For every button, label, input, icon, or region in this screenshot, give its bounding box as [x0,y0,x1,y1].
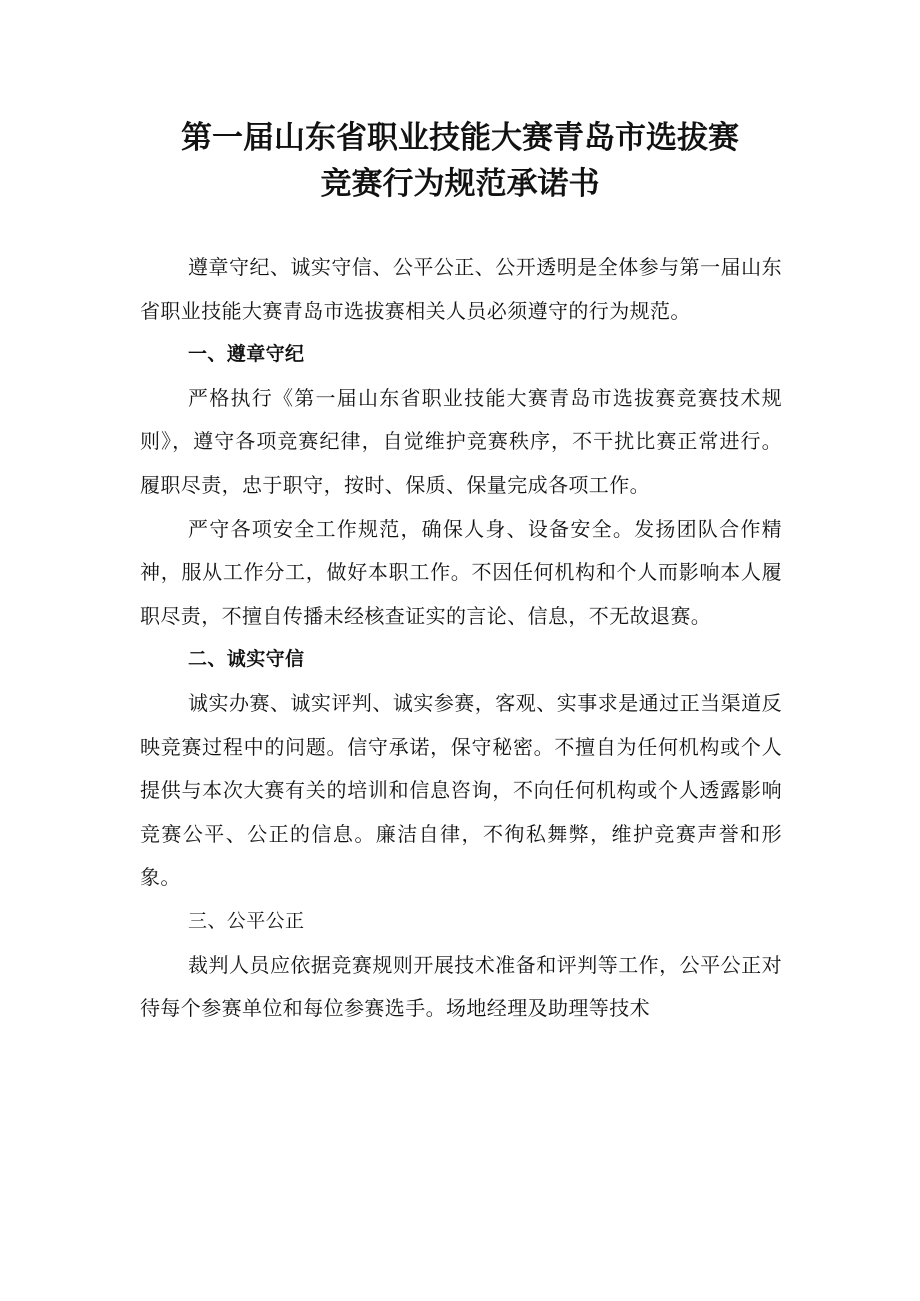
section-heading-discipline: 一、遵章守纪 [188,343,305,366]
body-paragraph: 裁判人员应依据竞赛规则开展技术准备和评判等工作，公平公正对待每个参赛单位和每位参赛选手。场地经理及助理等技术 [140,952,782,1021]
body-paragraph: 严格执行《第一届山东省职业技能大赛青岛市选拔赛竞赛技术规则》，遵守各项竞赛纪律，自觉维护竞赛秩序，不干扰比赛正常进行。履职尽责，忠于职守，按时、保质、保量完成各项工作。 [140,385,782,497]
intro-paragraph: 遵章守纪、诚实守信、公平公正、公开透明是全体参与第一届山东省职业技能大赛青岛市选拔赛相关人员必须遵守的行为规范。 [140,255,782,323]
section-heading-integrity: 二、诚实守信 [188,648,305,671]
document-body [140,246,782,1031]
document-title-line-2: 竞赛行为规范承诺书 [320,166,600,202]
body-paragraph: 诚实办赛、诚实评判、诚实参赛，客观、实事求是通过正当渠道反映竞赛过程中的问题。信守承诺，保守秘密。不擅自为任何机构或个人提供与本次大赛有关的培训和信息咨询，不向任何机构或个人透露影响竞赛公平、公正的信息。廉洁自律，不徇私舞弊，维护竞赛声誉和形象。 [140,690,782,890]
document-title-line-1: 第一届山东省职业技能大赛青岛市选拔赛 [181,120,739,156]
section-heading-fairness: 三、公平公正 [188,909,305,932]
body-paragraph: 严守各项安全工作规范，确保人身、设备安全。发扬团队合作精神，服从工作分工，做好本职工作。不因任何机构和个人而影响本人履职尽责，不擅自传播未经核查证实的言论、信息，不无故退赛。 [140,516,782,628]
